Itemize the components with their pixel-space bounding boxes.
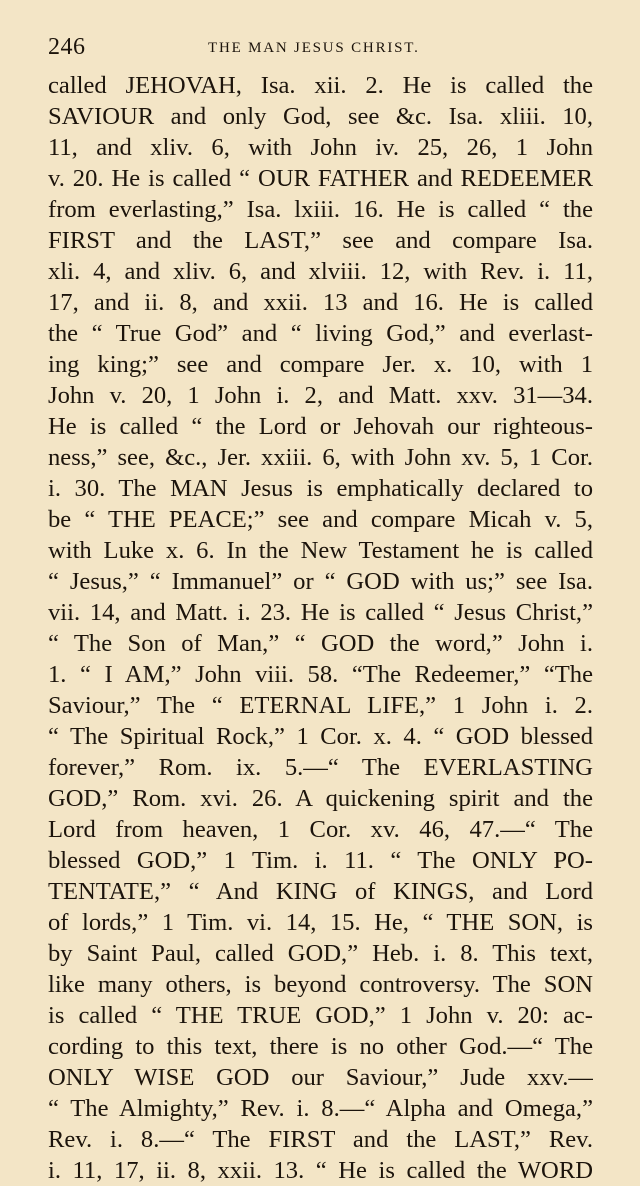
running-head: THE MAN JESUS CHRIST. <box>208 40 420 56</box>
text-line: ing king;” see and compare Jer. x. 10, with 1 <box>48 351 593 378</box>
text-line: vii. 14, and Matt. i. 23. He is called “ Jesus Christ,” <box>48 599 593 626</box>
text-line: “ The Spiritual Rock,” 1 Cor. x. 4. “ GOD blessed <box>48 723 593 750</box>
page-number: 246 <box>48 34 86 60</box>
text-line: ONLY WISE GOD our Saviour,” Jude xxv.— <box>48 1064 593 1091</box>
text-line: John v. 20, 1 John i. 2, and Matt. xxv. 31—34. <box>48 382 593 409</box>
text-line: SAVIOUR and only God, see &c. Isa. xliii. 10, <box>48 103 593 130</box>
text-line: “ Jesus,” “ Immanuel” or “ GOD with us;” see Isa. <box>48 568 593 595</box>
text-line: with Luke x. 6. In the New Testament he is called <box>48 537 593 564</box>
text-line: be “ THE PEACE;” see and compare Micah v. 5, <box>48 506 593 533</box>
text-line: “ The Son of Man,” “ GOD the word,” John i. <box>48 630 593 657</box>
text-line: is called “ THE TRUE GOD,” 1 John v. 20: ac- <box>48 1002 593 1029</box>
text-line: v. 20. He is called “ OUR FATHER and REDEEMER <box>48 165 593 192</box>
text-line: by Saint Paul, called GOD,” Heb. i. 8. This text, <box>48 940 593 967</box>
text-line: Lord from heaven, 1 Cor. xv. 46, 47.—“ The <box>48 816 593 843</box>
text-line: blessed GOD,” 1 Tim. i. 11. “ The ONLY PO- <box>48 847 593 874</box>
body-text <box>48 70 593 1186</box>
text-line: xli. 4, and xliv. 6, and xlviii. 12, with Rev. i. 11, <box>48 258 593 285</box>
text-line: 11, and xliv. 6, with John iv. 25, 26, 1 John <box>48 134 593 161</box>
text-line: cording to this text, there is no other God.—“ The <box>48 1033 593 1060</box>
text-line: from everlasting,” Isa. lxiii. 16. He is called “ the <box>48 196 593 223</box>
text-line: Saviour,” The “ ETERNAL LIFE,” 1 John i. 2. <box>48 692 593 719</box>
text-line: ness,” see, &c., Jer. xxiii. 6, with John xv. 5, 1 Cor. <box>48 444 593 471</box>
text-line: i. 11, 17, ii. 8, xxii. 13. “ He is called the WORD <box>48 1157 593 1184</box>
text-line: i. 30. The MAN Jesus is emphatically declared to <box>48 475 593 502</box>
text-line: Rev. i. 8.—“ The FIRST and the LAST,” Rev. <box>48 1126 593 1153</box>
text-line: FIRST and the LAST,” see and compare Isa. <box>48 227 593 254</box>
text-line: TENTATE,” “ And KING of KINGS, and Lord <box>48 878 593 905</box>
text-line: He is called “ the Lord or Jehovah our righteous- <box>48 413 593 440</box>
text-line: 1. “ I AM,” John viii. 58. “The Redeemer,” “The <box>48 661 593 688</box>
text-line: GOD,” Rom. xvi. 26. A quickening spirit and the <box>48 785 593 812</box>
text-line: 17, and ii. 8, and xxii. 13 and 16. He is called <box>48 289 593 316</box>
text-line: “ The Almighty,” Rev. i. 8.—“ Alpha and Omega,” <box>48 1095 593 1122</box>
text-line: called JEHOVAH, Isa. xii. 2. He is called the <box>48 72 593 99</box>
page-header <box>48 30 593 64</box>
text-line: like many others, is beyond controversy. The SON <box>48 971 593 998</box>
text-line: the “ True God” and “ living God,” and everlast- <box>48 320 593 347</box>
text-line: of lords,” 1 Tim. vi. 14, 15. He, “ THE SON, is <box>48 909 593 936</box>
text-line: forever,” Rom. ix. 5.—“ The EVERLASTING <box>48 754 593 781</box>
